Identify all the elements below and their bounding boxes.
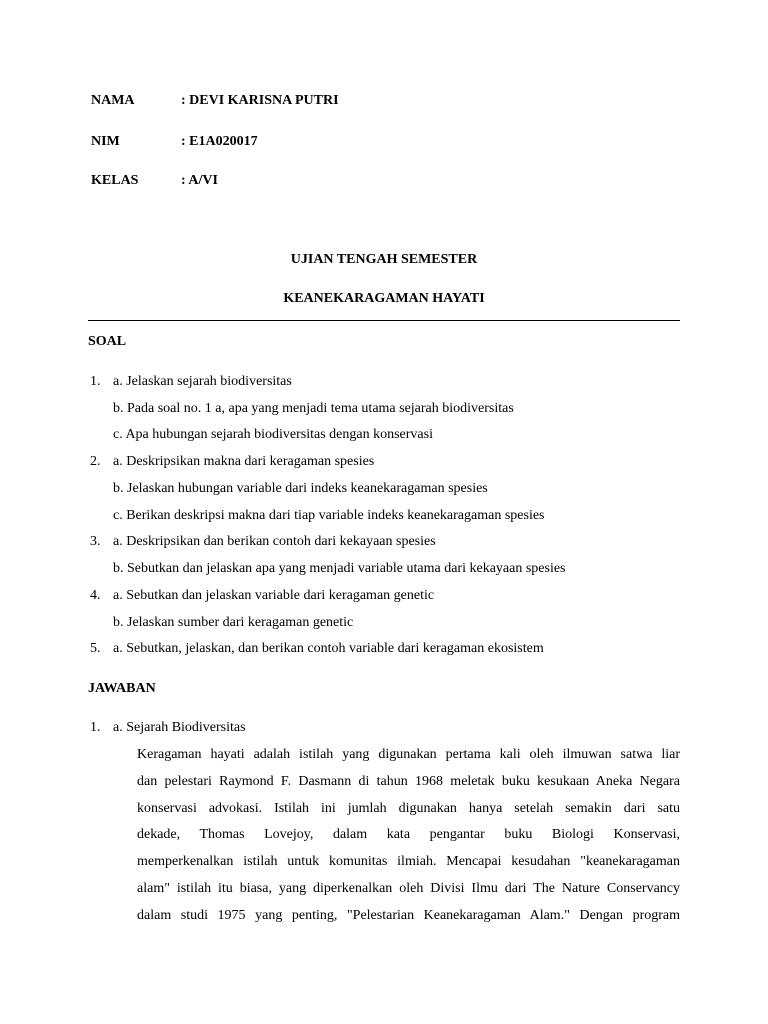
title-divider xyxy=(88,320,680,321)
answer-number: 1. xyxy=(90,720,101,735)
paragraph-line: dan pelestari Raymond F. Dasmann di tahun 1968 meletak buku kesukaan Aneka Negara xyxy=(137,773,680,789)
paragraph-line: konservasi advokasi. Istilah ini jumlah digunakan hanya setelah semakin dari satu xyxy=(137,800,680,816)
nim-value: : E1A020017 xyxy=(181,134,258,149)
question-item: c. Apa hubungan sejarah biodiversitas dengan konservasi xyxy=(113,427,433,442)
soal-heading: SOAL xyxy=(88,334,127,349)
question-item: a. Sebutkan, jelaskan, dan berikan contoh variable dari keragaman ekosistem xyxy=(113,641,544,656)
paragraph-line: alam" istilah itu biasa, yang diperkenalkan oleh Divisi Ilmu dari The Nature Conservancy xyxy=(137,880,680,896)
question-item: c. Berikan deskripsi makna dari tiap variable indeks keanekaragaman spesies xyxy=(113,508,545,523)
nim-label: NIM xyxy=(91,134,120,149)
kelas-value: : A/VI xyxy=(181,173,218,188)
name-value: : DEVI KARISNA PUTRI xyxy=(181,93,339,108)
answer-paragraph xyxy=(137,742,680,930)
question-number: 2. xyxy=(90,454,101,469)
question-item: b. Pada soal no. 1 a, apa yang menjadi tema utama sejarah biodiversitas xyxy=(113,401,514,416)
question-number: 1. xyxy=(90,374,101,389)
question-number: 5. xyxy=(90,641,101,656)
paragraph-line: dalam studi 1975 yang penting, "Pelestarian Keanekaragaman Alam." Dengan program xyxy=(137,907,680,923)
paragraph-line: memperkenalkan istilah untuk komunitas ilmiah. Mencapai kesudahan "keanekaragaman xyxy=(137,854,680,870)
question-item: a. Sebutkan dan jelaskan variable dari keragaman genetic xyxy=(113,588,435,603)
question-item: a. Jelaskan sejarah biodiversitas xyxy=(113,374,292,389)
paragraph-line: Keragaman hayati adalah istilah yang digunakan pertama kali oleh ilmuwan satwa liar xyxy=(137,747,680,762)
jawaban-heading: JAWABAN xyxy=(88,681,156,696)
name-label: NAMA xyxy=(91,93,135,108)
answer-title: a. Sejarah Biodiversitas xyxy=(113,720,246,735)
question-item: b. Jelaskan hubungan variable dari indeks keanekaragaman spesies xyxy=(113,481,488,496)
exam-title: UJIAN TENGAH SEMESTER xyxy=(290,252,478,267)
question-item: b. Jelaskan sumber dari keragaman genetic xyxy=(113,615,354,630)
course-title: KEANEKARAGAMAN HAYATI xyxy=(283,291,485,306)
question-number: 4. xyxy=(90,588,101,603)
question-item: a. Deskripsikan dan berikan contoh dari kekayaan spesies xyxy=(113,534,436,549)
question-number: 3. xyxy=(90,534,101,549)
question-item: b. Sebutkan dan jelaskan apa yang menjadi variable utama dari kekayaan spesies xyxy=(113,561,566,576)
paragraph-line: dekade, Thomas Lovejoy, dalam kata pengantar buku Biologi Konservasi, xyxy=(137,827,680,843)
question-item: a. Deskripsikan makna dari keragaman spesies xyxy=(113,454,375,469)
kelas-label: KELAS xyxy=(91,173,139,188)
